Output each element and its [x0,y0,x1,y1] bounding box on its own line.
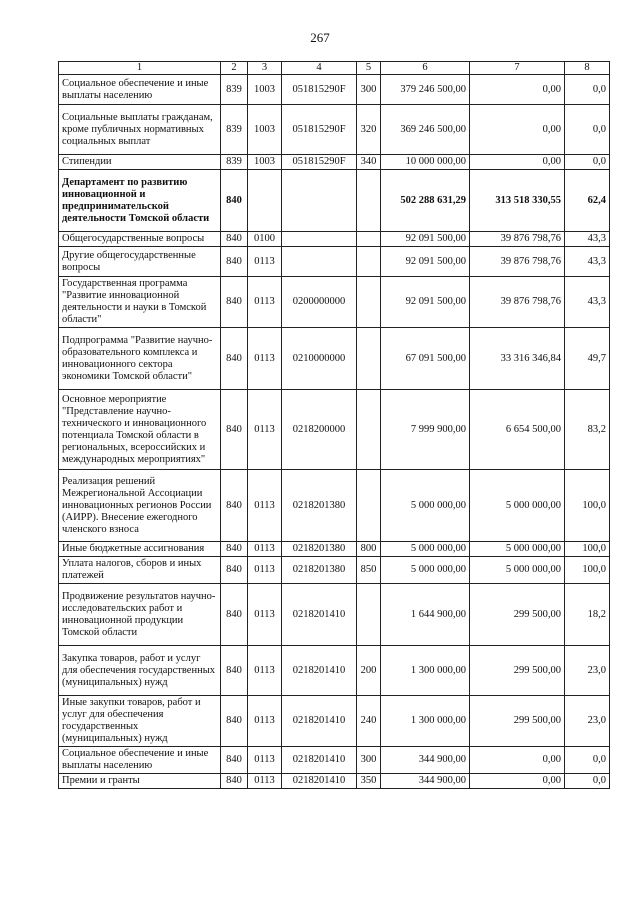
row-fact: 39 876 798,76 [470,247,565,277]
row-vr: 200 [357,646,381,696]
table-row [59,646,610,696]
row-csr [282,170,357,232]
row-razdel: 0113 [248,277,282,328]
table-row [59,557,610,584]
row-pct: 0,0 [565,75,610,105]
table-row [59,390,610,470]
row-ved: 840 [221,696,248,747]
table-row [59,105,610,155]
row-plan: 92 091 500,00 [381,232,470,247]
row-fact: 5 000 000,00 [470,542,565,557]
row-name: Иные бюджетные ассигнования [59,542,221,557]
row-razdel: 0113 [248,646,282,696]
row-name: Социальные выплаты гражданам, кроме публичных нормативных социальных выплат [59,105,221,155]
row-vr: 340 [357,155,381,170]
row-pct: 43,3 [565,232,610,247]
table-row [59,277,610,328]
row-vr: 850 [357,557,381,584]
row-pct: 43,3 [565,247,610,277]
row-plan: 369 246 500,00 [381,105,470,155]
row-name: Департамент по развитию инновационной и предпринимательской деятельности Томской области [59,170,221,232]
row-plan: 10 000 000,00 [381,155,470,170]
row-plan: 92 091 500,00 [381,247,470,277]
row-razdel: 0100 [248,232,282,247]
row-pct: 83,2 [565,390,610,470]
row-ved: 840 [221,774,248,789]
row-csr: 0200000000 [282,277,357,328]
row-name: Государственная программа "Развитие инновационной деятельности и науки в Томской области" [59,277,221,328]
row-vr [357,470,381,542]
row-name: Основное мероприятие "Представление научно-технического и инновационного потенциала Томской области в региональных, всероссийских и международных мероприятиях" [59,390,221,470]
table-row [59,696,610,747]
row-name: Реализация решений Межрегиональной Ассоциации инновационных регионов России (АИРР). Внесение ежегодного членского взноса [59,470,221,542]
column-header: 4 [282,62,357,75]
table-row [59,155,610,170]
row-ved: 840 [221,277,248,328]
table-row [59,170,610,232]
row-ved: 840 [221,390,248,470]
row-vr [357,247,381,277]
row-vr [357,277,381,328]
row-plan: 1 644 900,00 [381,584,470,646]
row-csr: 051815290F [282,75,357,105]
row-ved: 840 [221,542,248,557]
row-csr: 0218201410 [282,646,357,696]
row-pct: 62,4 [565,170,610,232]
row-ved: 840 [221,247,248,277]
row-name: Уплата налогов, сборов и иных платежей [59,557,221,584]
row-razdel: 0113 [248,774,282,789]
column-header: 5 [357,62,381,75]
table-row [59,328,610,390]
row-pct: 23,0 [565,646,610,696]
table-row [59,75,610,105]
row-razdel [248,170,282,232]
table-body [59,75,610,789]
row-fact: 299 500,00 [470,646,565,696]
row-plan: 92 091 500,00 [381,277,470,328]
row-fact: 5 000 000,00 [470,470,565,542]
row-pct: 0,0 [565,774,610,789]
row-fact: 0,00 [470,155,565,170]
row-fact: 39 876 798,76 [470,277,565,328]
row-razdel: 0113 [248,542,282,557]
column-header: 1 [59,62,221,75]
table-row [59,774,610,789]
row-plan: 502 288 631,29 [381,170,470,232]
row-ved: 839 [221,75,248,105]
row-razdel: 0113 [248,247,282,277]
row-pct: 0,0 [565,155,610,170]
row-vr: 240 [357,696,381,747]
row-pct: 100,0 [565,470,610,542]
table-row [59,247,610,277]
row-fact: 6 654 500,00 [470,390,565,470]
row-name: Стипендии [59,155,221,170]
row-razdel: 1003 [248,155,282,170]
row-name: Закупка товаров, работ и услуг для обеспечения государственных (муниципальных) нужд [59,646,221,696]
row-fact: 33 316 346,84 [470,328,565,390]
row-vr: 300 [357,75,381,105]
budget-table [58,61,610,789]
row-plan: 344 900,00 [381,747,470,774]
page-number: 267 [310,30,330,45]
row-plan: 5 000 000,00 [381,557,470,584]
row-vr [357,232,381,247]
row-csr: 0218201410 [282,696,357,747]
table-row [59,542,610,557]
row-ved: 840 [221,170,248,232]
row-name: Иные закупки товаров, работ и услуг для обеспечения государственных (муниципальных) нужд [59,696,221,747]
row-vr: 300 [357,747,381,774]
row-name: Подпрограмма "Развитие научно-образовательного комплекса и инновационного сектора экономики Томской области" [59,328,221,390]
row-fact: 0,00 [470,105,565,155]
row-csr: 051815290F [282,105,357,155]
row-csr: 0218201380 [282,470,357,542]
row-csr: 0218201410 [282,774,357,789]
row-fact: 0,00 [470,774,565,789]
row-pct: 43,3 [565,277,610,328]
row-pct: 49,7 [565,328,610,390]
row-csr: 051815290F [282,155,357,170]
row-vr [357,390,381,470]
row-fact: 299 500,00 [470,584,565,646]
row-vr: 350 [357,774,381,789]
row-razdel: 0113 [248,470,282,542]
row-fact: 299 500,00 [470,696,565,747]
row-vr: 800 [357,542,381,557]
row-plan: 67 091 500,00 [381,328,470,390]
row-pct: 18,2 [565,584,610,646]
table-row [59,747,610,774]
row-razdel: 1003 [248,75,282,105]
row-ved: 839 [221,105,248,155]
row-pct: 23,0 [565,696,610,747]
row-vr: 320 [357,105,381,155]
row-plan: 1 300 000,00 [381,696,470,747]
row-fact: 39 876 798,76 [470,232,565,247]
row-ved: 840 [221,584,248,646]
row-razdel: 0113 [248,390,282,470]
row-pct: 0,0 [565,105,610,155]
row-csr: 0218201410 [282,584,357,646]
row-fact: 313 518 330,55 [470,170,565,232]
row-name: Общегосударственные вопросы [59,232,221,247]
row-name: Социальное обеспечение и иные выплаты населению [59,75,221,105]
row-razdel: 0113 [248,696,282,747]
row-ved: 840 [221,328,248,390]
row-csr: 0218201380 [282,557,357,584]
row-ved: 839 [221,155,248,170]
row-ved: 840 [221,747,248,774]
row-csr [282,247,357,277]
table-row [59,232,610,247]
row-plan: 379 246 500,00 [381,75,470,105]
row-pct: 0,0 [565,747,610,774]
row-fact: 0,00 [470,747,565,774]
row-plan: 5 000 000,00 [381,542,470,557]
row-csr: 0218201380 [282,542,357,557]
row-csr: 0218201410 [282,747,357,774]
row-fact: 5 000 000,00 [470,557,565,584]
row-vr [357,328,381,390]
row-ved: 840 [221,232,248,247]
column-header: 2 [221,62,248,75]
row-name: Премии и гранты [59,774,221,789]
row-csr: 0210000000 [282,328,357,390]
row-plan: 7 999 900,00 [381,390,470,470]
row-pct: 100,0 [565,557,610,584]
row-plan: 344 900,00 [381,774,470,789]
row-name: Продвижение результатов научно-исследовательских работ и инновационной продукции Томской области [59,584,221,646]
row-csr [282,232,357,247]
column-header: 7 [470,62,565,75]
row-ved: 840 [221,557,248,584]
row-razdel: 1003 [248,105,282,155]
column-header: 8 [565,62,610,75]
header-row [59,62,610,75]
column-header: 3 [248,62,282,75]
row-fact: 0,00 [470,75,565,105]
row-razdel: 0113 [248,328,282,390]
row-name: Социальное обеспечение и иные выплаты населению [59,747,221,774]
row-name: Другие общегосударственные вопросы [59,247,221,277]
row-razdel: 0113 [248,747,282,774]
table-row [59,470,610,542]
row-plan: 5 000 000,00 [381,470,470,542]
column-header: 6 [381,62,470,75]
row-pct: 100,0 [565,542,610,557]
row-csr: 0218200000 [282,390,357,470]
table-row [59,584,610,646]
row-razdel: 0113 [248,584,282,646]
row-razdel: 0113 [248,557,282,584]
row-vr [357,170,381,232]
row-vr [357,584,381,646]
row-ved: 840 [221,646,248,696]
row-ved: 840 [221,470,248,542]
row-plan: 1 300 000,00 [381,646,470,696]
